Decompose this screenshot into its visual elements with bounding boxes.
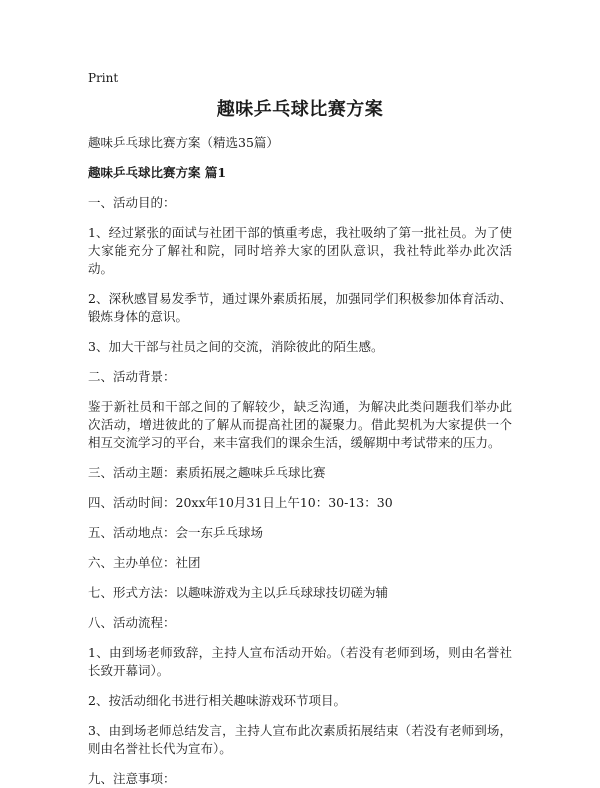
paragraph-time: 四、活动时间：20xx年10月31日上午10：30-13：30 [88,495,393,510]
paragraph-location: 五、活动地点：会一东乒乓球场 [88,525,264,540]
paragraph-purpose-3: 3、加大干部与社员之间的交流，消除彼此的陌生感。 [88,339,384,354]
paragraph-purpose-2: 2、深秋感冒易发季节，通过课外素质拓展，加强同学们积极参加体育活动、锻炼身体的意识。 [88,291,512,324]
paragraph-notes-heading: 九、注意事项： [88,771,176,786]
print-label: Print [88,71,119,85]
paragraph-theme: 三、活动主题：素质拓展之趣味乒乓球比赛 [88,465,326,480]
paragraph-process-1: 1、由到场老师致辞，主持人宣布活动开始。（若没有老师到场，则由名誉社长致开幕词）。 [88,645,512,678]
paragraph-purpose-heading: 一、活动目的： [88,195,176,210]
paragraph-organizer: 六、主办单位：社团 [88,555,201,570]
paragraph-background: 鉴于新社员和干部之间的了解较少，缺乏沟通，为解决此类问题我们举办此次活动，增进彼此的了解从而提高社团的凝聚力。借此契机为大家提供一个相互交流学习的平台，来丰富我们的课余生活，缓解期中考试带来的压力。 [88,399,512,450]
document-subtitle: 趣味乒乓球比赛方案（精选35篇） [88,135,279,150]
paragraph-format: 七、形式方法：以趣味游戏为主以乒乓球球技切磋为辅 [88,585,389,600]
section-heading: 趣味乒乓球比赛方案 篇1 [88,165,227,180]
paragraph-process-3: 3、由到场老师总结发言，主持人宣布此次素质拓展结束（若没有老师到场，则由名誉社长代为宣布）。 [88,723,512,756]
paragraph-purpose-1: 1、经过紧张的面试与社团干部的慎重考虑，我社吸纳了第一批社员。为了使大家能充分了解社和院，同时培养大家的团队意识，我社特此举办此次活动。 [88,225,512,276]
document-title: 趣味乒乓球比赛方案 [216,99,384,120]
paragraph-background-heading: 二、活动背景： [88,369,176,384]
paragraph-process-heading: 八、活动流程： [88,615,176,630]
paragraph-process-2: 2、按活动细化书进行相关趣味游戏环节项目。 [88,693,346,708]
